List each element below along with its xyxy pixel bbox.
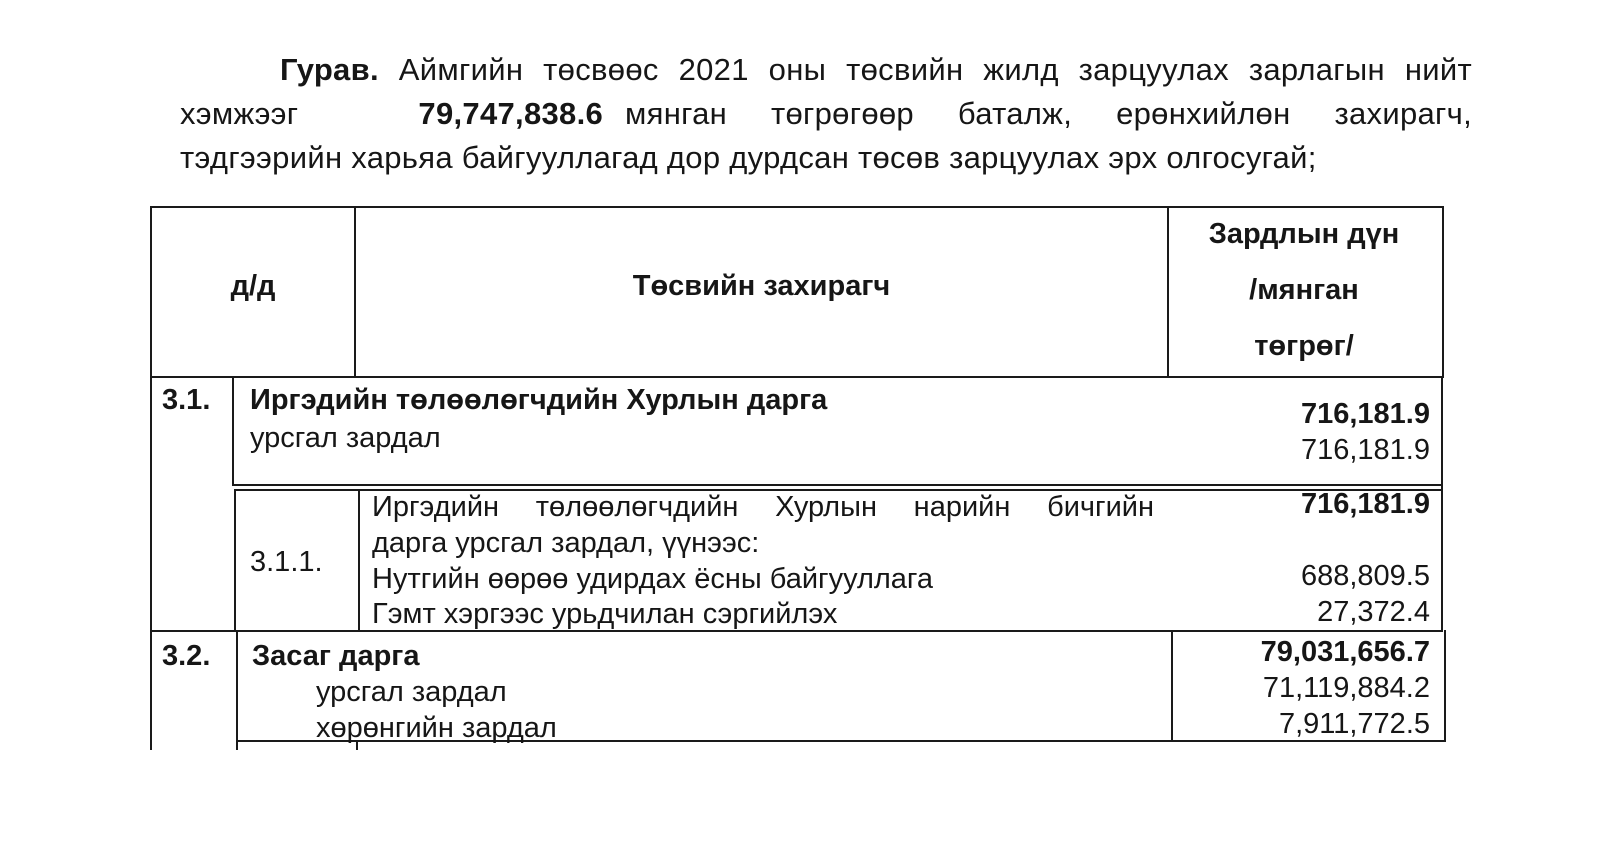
row-3-1-1-total: 716,181.9 [1300, 488, 1430, 520]
intro-line-3: тэдгээрийн харьяа байгууллагад дор дурдсан төсөв зарцуулах эрх олгосугай; [180, 140, 1317, 175]
row-3-2-sub-2: хөрөнгийн зардал [316, 712, 557, 744]
row-3-1-1-item-1: Нутгийн өөрөө удирдах ёсны байгууллага [372, 563, 933, 595]
row-3-1-1-no: 3.1.1. [250, 546, 323, 578]
header-amount-line-2: /мянган [1249, 274, 1359, 306]
row-3-2-title: Засаг дарга [252, 640, 420, 672]
row-3-1-1-item-1-value: 688,809.5 [1300, 560, 1430, 592]
row-3-2-no: 3.2. [162, 640, 211, 672]
row-3-1-1-divider [358, 490, 360, 632]
row-3-1-1-text-line-1: Иргэдийн төлөөлөгчдийн Хурлын нарийн бичгийн [372, 491, 1154, 523]
row-3-1-1-item-2-value: 27,372.4 [1317, 596, 1430, 628]
row-3-2-divider [236, 630, 238, 750]
row-3-2-sub-1: урсгал зардал [316, 676, 507, 708]
intro-line-2-rest: мянган төгрөгөөр баталж, ерөнхийлөн захирагч, [625, 96, 1472, 131]
intro-line-2-start: хэмжээг [180, 96, 299, 131]
header-amount [1169, 206, 1439, 374]
left-border-3-1 [150, 376, 152, 632]
right-border-3-2 [1444, 630, 1446, 742]
row-3-1-1-text-line-2: дарга урсгал зардал, үүнээс: [372, 527, 760, 559]
left-border-3-2 [150, 630, 152, 750]
header-amount-line-1: Зардлын дүн [1208, 218, 1400, 250]
header-amount-line-3: төгрөг/ [1254, 330, 1354, 362]
intro-paragraph [180, 48, 1472, 180]
row-3-2-sub-2-value: 7,911,772.5 [1278, 708, 1430, 740]
intro-line-2 [180, 92, 1472, 136]
row-3-2-amount-divider [1171, 630, 1173, 742]
header-manager: Төсвийн захирагч [632, 270, 891, 302]
row-3-1-total: 716,181.9 [1300, 398, 1430, 430]
intro-line-1 [180, 48, 1472, 92]
total-amount: 79,747,838.6 [418, 96, 604, 131]
header-no: д/д [230, 270, 276, 302]
row-3-1-sub-value: 716,181.9 [1300, 434, 1430, 466]
row-3-1-title: Иргэдийн төлөөлөгчдийн Хурлын дарга [250, 384, 828, 416]
intro-line-1-text: Аймгийн төсвөөс 2021 оны төсвийн жилд зарцуулах зарлагын нийт [398, 52, 1472, 87]
article-lead: Гурав. [280, 52, 379, 87]
row-3-1-1-item-2: Гэмт хэргээс урьдчилан сэргийлэх [372, 598, 838, 630]
row-3-1-no: 3.1. [162, 384, 211, 416]
row-3-1-divider [232, 376, 234, 486]
row-3-2-sub-1-value: 71,119,884.2 [1262, 672, 1430, 704]
row-3-1-1-left [234, 490, 236, 632]
right-border-3-1 [1441, 376, 1443, 632]
row-3-1-sub: урсгал зардал [250, 422, 441, 454]
row-3-2-total: 79,031,656.7 [1260, 636, 1430, 668]
